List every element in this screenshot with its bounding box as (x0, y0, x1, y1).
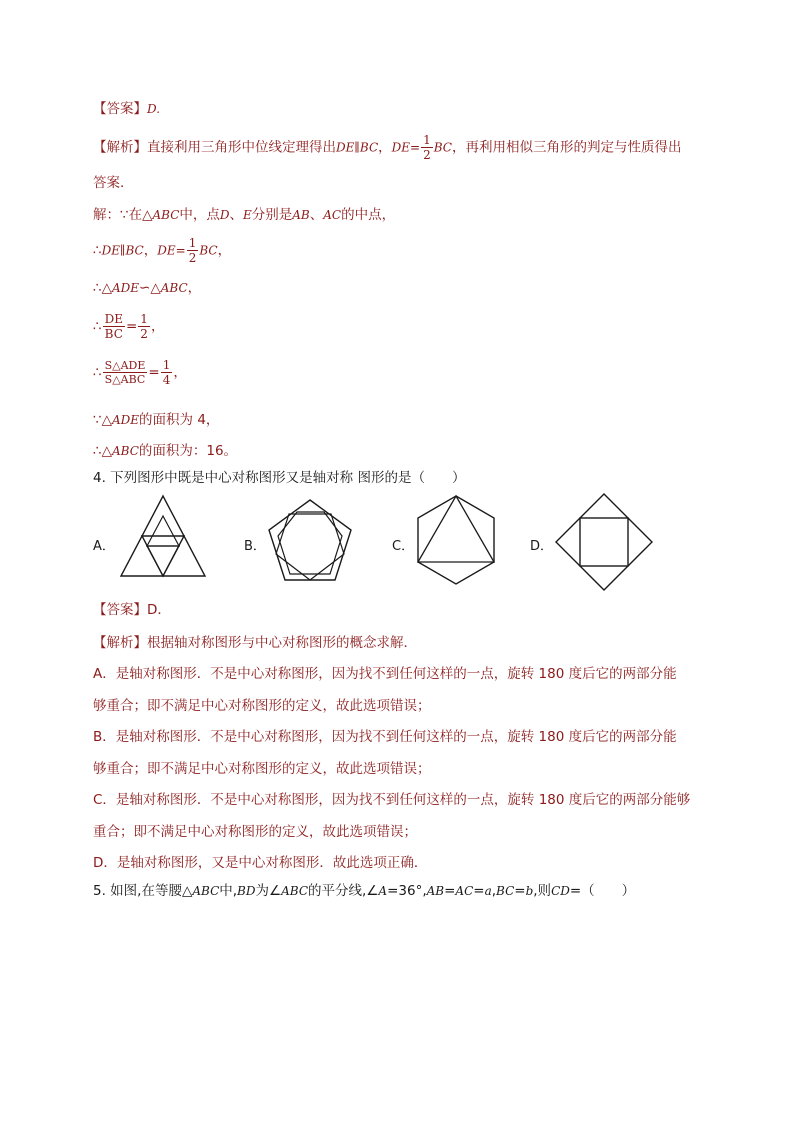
frac-num: S△ADE (104, 359, 146, 372)
solution-line-1 (93, 205, 395, 225)
punct: ， (187, 280, 202, 296)
q5-text: 为∠ (255, 883, 282, 899)
punct: ， (150, 318, 165, 335)
punct: ， (378, 139, 392, 156)
analysis2-line (93, 633, 417, 653)
q5-text: , (491, 883, 497, 899)
analysis-text-3: 答案. (93, 175, 125, 191)
therefore-symbol: ∴△ (93, 443, 112, 459)
math-ade: ADE (111, 281, 140, 295)
math-bc: BC (199, 243, 218, 258)
math-ab: AB (426, 884, 445, 898)
answer-value: D. (147, 102, 161, 116)
question-4-stem: 4. 下列图形中既是中心对称图形又是轴对称 图形的是（ ） (93, 470, 466, 486)
fraction-area-ratio (103, 359, 148, 386)
frac-num: 1 (162, 358, 171, 372)
punct: ， (143, 242, 158, 259)
fraction-quarter (161, 358, 173, 387)
math-de-eq: DE= (391, 140, 421, 155)
math-abc: ABC (111, 444, 139, 458)
solution-line-2 (93, 236, 231, 265)
analysis-line-1 (93, 133, 681, 162)
sol-text: 的中点， (341, 207, 396, 223)
option-c-label: C． (392, 539, 415, 554)
frac-den: 2 (140, 327, 148, 341)
solution-line-3 (93, 278, 201, 298)
analysis-text: 直接利用三角形中位线定理得出 (147, 139, 336, 156)
frac-den: BC (104, 327, 123, 341)
q5-text: =（ ） (569, 883, 636, 899)
math-bc: BC (433, 140, 452, 155)
option-b-figure (264, 496, 356, 586)
sol-text: 、 (229, 207, 243, 223)
q5-text: = (473, 883, 485, 899)
hexagon-figure (413, 492, 499, 588)
math-de-parallel-bc: DE∥BC (101, 243, 144, 258)
analysis2-a-line-2: 够重合；即不满足中心对称图形的定义，故此选项错误； (93, 698, 431, 714)
solution-line-5 (93, 358, 187, 387)
option-d-label: D． (530, 539, 554, 554)
question-5-stem (93, 881, 635, 901)
frac-den: 2 (188, 251, 197, 265)
analysis-tag: 【解析】 (93, 139, 147, 156)
option-c-figure (413, 492, 499, 588)
analysis-text-2: ，再利用相似三角形的判定与性质得出 (451, 139, 682, 156)
answer-line-2 (93, 600, 171, 620)
fraction-half (187, 236, 199, 265)
q5-text: =36°, (387, 883, 427, 899)
equals: = (148, 364, 160, 381)
q5-text: ,则 (533, 883, 552, 899)
math-abc: ABC (160, 281, 188, 295)
analysis2-a-line-1: A．是轴对称图形．不是中心对称图形，因为找不到任何这样的一点，旋转 180 度后它的两部分能 (93, 666, 677, 682)
answer-tag: 【答案】 (93, 101, 147, 117)
answer-value: D． (147, 602, 171, 618)
sol-text: ∴△ (93, 280, 112, 296)
math-bc: BC (496, 884, 515, 898)
option-b-label: B． (244, 539, 266, 554)
math-d: D (219, 208, 230, 222)
solution-line-7 (93, 441, 237, 461)
math-bd: BD (237, 884, 256, 898)
analysis2-d-line: D．是轴对称图形，又是中心对称图形．故此选项正确． (93, 855, 428, 871)
therefore-symbol: ∴ (93, 364, 102, 381)
sol-text: 分别是 (251, 207, 293, 223)
because-symbol: ∵△ (93, 412, 112, 428)
math-ade: ADE (111, 413, 140, 427)
equals: = (125, 318, 138, 335)
solution-line-4 (93, 312, 164, 341)
frac-num: DE (104, 312, 123, 326)
sol-text: 的面积为 4， (139, 412, 220, 428)
analysis2-b-line-1: B．是轴对称图形．不是中心对称图形，因为找不到任何这样的一点，旋转 180 度后它的两部分能 (93, 729, 677, 745)
analysis-text: 根据轴对称图形与中心对称图形的概念求解． (147, 635, 417, 651)
math-ab: AB (292, 208, 310, 222)
frac-den: 2 (423, 148, 431, 162)
math-abc: ABC (152, 208, 180, 222)
sol-text: 中，点 (179, 207, 220, 223)
option-d-figure (554, 492, 654, 592)
analysis-tag: 【解析】 (93, 635, 147, 651)
option-a-figure (117, 490, 211, 582)
sol-text: 的面积为：16。 (138, 443, 238, 459)
frac-den: 4 (162, 373, 171, 387)
math-var-b: b (525, 884, 534, 898)
square-diamond-figure (554, 492, 654, 592)
q5-text: 中, (219, 883, 238, 899)
q5-text: = (444, 883, 456, 899)
sol-text: 、 (309, 207, 324, 223)
analysis2-b-line-2: 够重合；即不满足中心对称图形的定义，故此选项错误； (93, 761, 431, 777)
analysis2-c-line-2: 重合；即不满足中心对称图形的定义，故此选项错误； (93, 824, 417, 840)
fraction-half (138, 312, 150, 341)
math-abc: ABC (281, 884, 308, 898)
math-cd: CD (551, 884, 570, 898)
pentagon-figure (264, 496, 356, 586)
frac-den: S△ABC (104, 373, 146, 386)
triangle-figure (117, 490, 211, 582)
analysis-line-2 (93, 173, 124, 193)
punct: ， (217, 242, 232, 259)
q5-text: 5. 如图,在等腰△ (93, 883, 193, 899)
similar-symbol: ∽△ (139, 280, 161, 296)
therefore-symbol: ∴ (93, 242, 102, 259)
solution-line-6 (93, 410, 219, 430)
frac-num: 1 (188, 236, 197, 250)
math-ac: AC (455, 884, 474, 898)
math-a: A (378, 884, 388, 898)
frac-num: 1 (423, 133, 431, 147)
math-abc: ABC (192, 884, 220, 898)
answer-tag: 【答案】 (93, 602, 147, 618)
analysis2-c-line-1: C．是轴对称图形．不是中心对称图形，因为找不到任何这样的一点，旋转 180 度后它的两部分能够 (93, 792, 691, 808)
math-var-a: a (484, 884, 492, 898)
punct: ， (173, 364, 187, 381)
option-a-label: A． (93, 539, 115, 554)
sol-text: 解：∵在△ (93, 207, 153, 223)
q5-text: = (514, 883, 526, 899)
fraction-half (421, 133, 433, 162)
q5-text: 的平分线,∠ (308, 883, 379, 899)
math-e: E (243, 208, 252, 222)
math-de-parallel-bc: DE∥BC (336, 140, 379, 155)
math-ac: AC (323, 208, 342, 222)
math-de-eq: DE= (157, 243, 186, 258)
fraction-de-bc (103, 312, 125, 341)
frac-num: 1 (140, 312, 148, 326)
answer-line (93, 99, 160, 119)
therefore-symbol: ∴ (93, 318, 102, 335)
